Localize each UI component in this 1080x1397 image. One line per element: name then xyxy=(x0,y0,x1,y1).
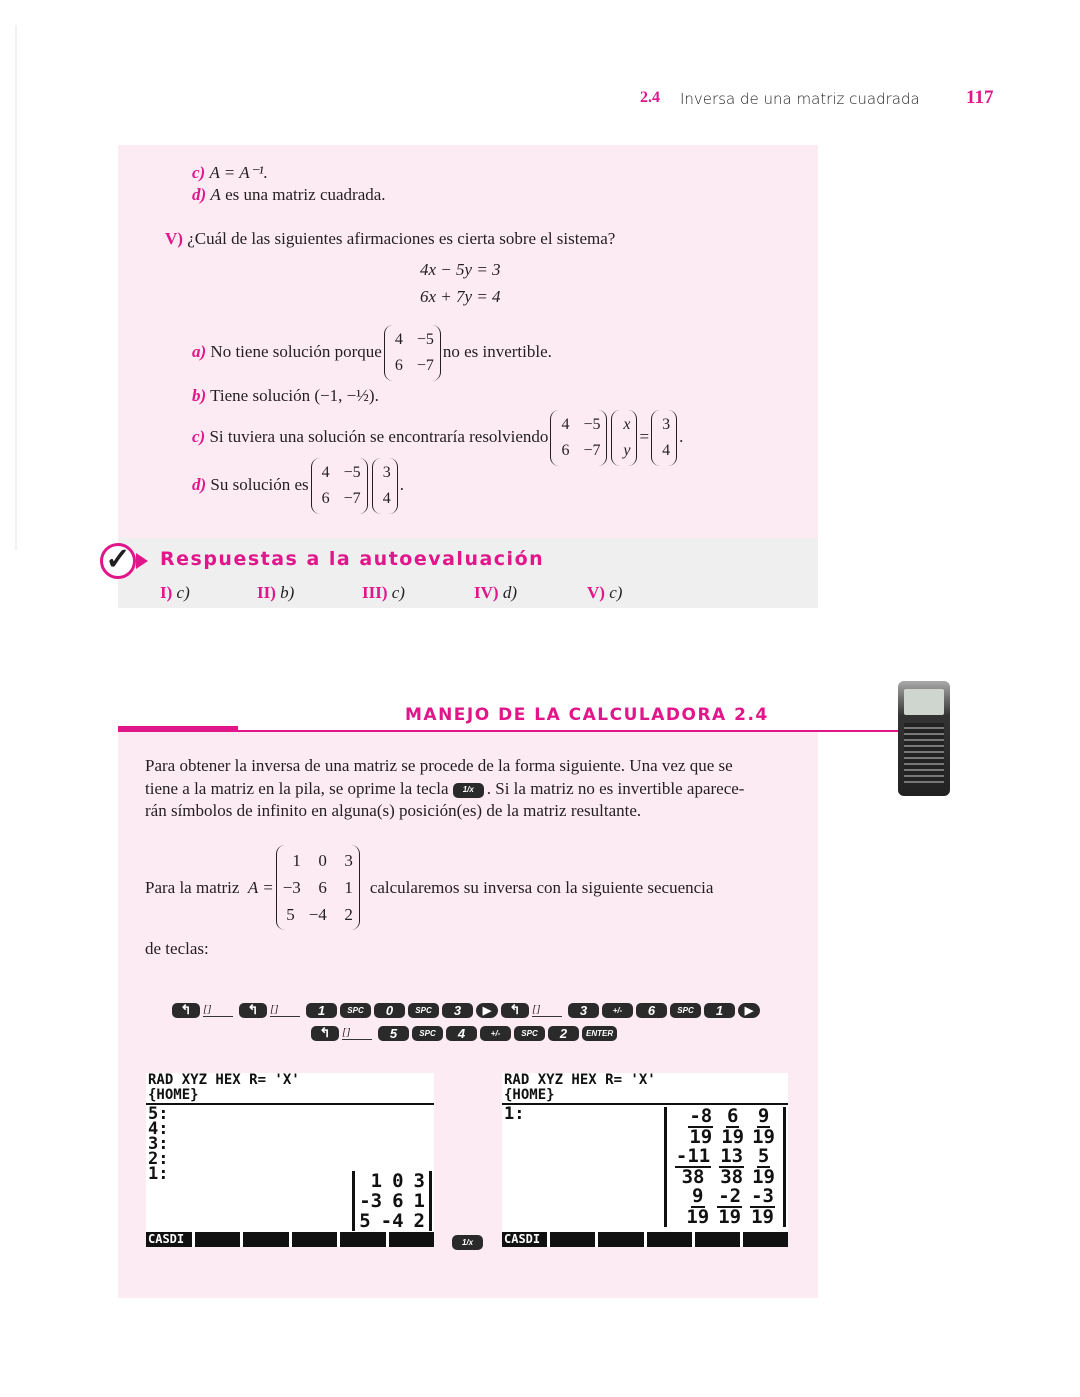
key-1[interactable]: 1 xyxy=(306,1003,337,1018)
matrix-row xyxy=(671,1187,779,1227)
period: . xyxy=(679,426,684,446)
matrix-row xyxy=(391,353,434,379)
matrix xyxy=(550,410,607,466)
matrix-bracket-label: [] xyxy=(342,1026,372,1040)
matrix-cell: −5 xyxy=(343,464,361,481)
softkey[interactable] xyxy=(292,1232,338,1247)
text: Para la matriz xyxy=(145,877,240,897)
matrix-cell: −4 xyxy=(308,905,327,924)
answer-value: d) xyxy=(502,583,517,602)
denominator: 38 xyxy=(681,1166,705,1188)
paragraph-line: Para obtener la inversa de una matriz se procede de la forma siguiente. Una vez que se xyxy=(145,756,733,775)
key-2[interactable]: 2 xyxy=(548,1026,579,1041)
page-number: 117 xyxy=(966,87,994,108)
softkey[interactable] xyxy=(743,1232,788,1247)
key-5[interactable]: 5 xyxy=(378,1026,409,1041)
option-d xyxy=(192,458,404,514)
matrix-cell: -3 xyxy=(359,1190,383,1212)
answer-2 xyxy=(257,583,294,603)
matrix-cell: 1 xyxy=(292,851,301,870)
matrix-cell: 1 xyxy=(370,1170,383,1192)
matrix-row xyxy=(618,438,630,464)
left-shift-key[interactable]: ↰ xyxy=(172,1003,200,1018)
matrix-cell: 6 xyxy=(561,442,570,459)
answer-value: c) xyxy=(176,583,190,602)
matrix-cell: 0 xyxy=(318,851,327,870)
key-spc[interactable]: SPC xyxy=(340,1003,371,1018)
matrix-cell: 2 xyxy=(413,1210,425,1232)
section-number: 2.4 xyxy=(640,89,660,106)
matrix-cell: 6 xyxy=(321,490,330,507)
option-label: c) xyxy=(192,163,206,182)
period: . xyxy=(399,474,404,494)
softkey[interactable] xyxy=(243,1232,289,1247)
answer-label: IV) xyxy=(474,583,499,602)
vector xyxy=(372,458,398,514)
matrix-cell: −7 xyxy=(343,490,361,507)
option-c-q4 xyxy=(192,162,268,184)
stack-level: 5: xyxy=(148,1104,169,1124)
numerator: 9 xyxy=(757,1105,770,1127)
option-label: a) xyxy=(192,341,207,361)
option-label: d) xyxy=(192,185,207,204)
matrix-cell: 3 xyxy=(662,416,671,433)
paragraph-line xyxy=(145,778,744,800)
left-shift-key[interactable]: ↰ xyxy=(311,1026,339,1041)
option-a xyxy=(192,325,552,381)
calculator-section-title: MANEJO DE LA CALCULADORA 2.4 xyxy=(405,705,769,725)
matrix-bracket-label: [] xyxy=(270,1003,300,1017)
question-text: ¿Cuál de las siguientes afirmaciones es cierta sobre el sistema? xyxy=(187,229,616,248)
calculator-screen xyxy=(904,689,944,715)
matrix-cell: −5 xyxy=(583,416,601,433)
key-[interactable]: +/- xyxy=(480,1026,511,1041)
question-label: V) xyxy=(165,229,183,248)
page-edge-line xyxy=(15,25,17,550)
stack-level: 3: xyxy=(148,1134,169,1154)
answer-1 xyxy=(160,583,190,603)
question-5 xyxy=(165,228,615,250)
matrix xyxy=(384,325,441,381)
stack-level: 2: xyxy=(148,1149,169,1169)
text: calcularemos su inversa con la siguiente secuencia xyxy=(369,877,714,897)
title-rule-accent xyxy=(118,726,238,731)
matrix-cell: 5 xyxy=(286,905,295,924)
key-0[interactable]: 0 xyxy=(374,1003,405,1018)
matrix-cell: −5 xyxy=(416,331,434,348)
softkey[interactable] xyxy=(195,1232,241,1247)
key-6[interactable]: 6 xyxy=(636,1003,667,1018)
key-spc[interactable]: SPC xyxy=(670,1003,701,1018)
key-enter[interactable]: ENTER xyxy=(582,1026,617,1041)
matrix-cell: 4 xyxy=(561,416,570,433)
answer-value: c) xyxy=(391,583,405,602)
calculator-keypad xyxy=(904,723,944,783)
option-text: es una matriz cuadrada. xyxy=(220,185,386,204)
numerator: 13 xyxy=(720,1145,744,1167)
option-text: No tiene solución porque xyxy=(210,341,382,361)
matrix-cell: -4 xyxy=(380,1210,404,1232)
matrix-cell: 1 xyxy=(413,1190,425,1212)
matrix-row xyxy=(379,486,391,512)
key-sequence-row-1 xyxy=(172,1001,763,1019)
softkey[interactable] xyxy=(647,1232,692,1247)
numerator: -8 xyxy=(689,1105,713,1127)
matrix-row xyxy=(379,460,391,486)
key-sequence-row-2 xyxy=(311,1024,620,1042)
matrix-cell: 0 xyxy=(392,1170,404,1192)
answer-label: III) xyxy=(362,583,388,602)
matrix-bracket-label: [] xyxy=(532,1003,562,1017)
stack-level: 1: xyxy=(504,1104,525,1124)
softkey-casdi[interactable]: CASDI xyxy=(146,1232,192,1247)
answer-label: I) xyxy=(160,583,173,602)
answer-label: V) xyxy=(587,583,605,602)
matrix-row xyxy=(283,847,353,874)
option-text: Tiene solución (−1, −½). xyxy=(210,386,379,405)
calculator-screen-before xyxy=(146,1073,434,1247)
denominator: 19 xyxy=(751,1206,774,1228)
matrix-cell: 6 xyxy=(394,357,403,374)
directory: {HOME} xyxy=(148,1087,199,1103)
answer-3 xyxy=(362,583,405,603)
matrix-cell: y xyxy=(623,442,631,459)
answer-value: c) xyxy=(609,583,623,602)
matrix-row xyxy=(318,486,361,512)
matrix-cell: 6 xyxy=(318,878,327,897)
softkey-bar xyxy=(502,1232,788,1247)
section-title: Inversa de una matriz cuadrada xyxy=(680,90,920,108)
answer-4 xyxy=(474,583,517,603)
softkey[interactable] xyxy=(550,1232,595,1247)
denominator: 19 xyxy=(721,1126,745,1148)
numerator: -2 xyxy=(718,1185,742,1207)
matrix-row xyxy=(318,460,361,486)
matrix-bracket-label: [] xyxy=(203,1003,233,1017)
stack-level: 4: xyxy=(148,1119,169,1139)
key-3[interactable]: 3 xyxy=(568,1003,599,1018)
vector-xy xyxy=(611,410,637,466)
directory: {HOME} xyxy=(504,1087,555,1103)
option-b xyxy=(192,385,379,407)
fraction xyxy=(719,1147,744,1187)
answers-title: Respuestas a la autoevaluación xyxy=(160,548,545,570)
softkey[interactable] xyxy=(389,1232,435,1247)
option-text: no es invertible. xyxy=(442,341,552,361)
denominator: 38 xyxy=(720,1166,744,1188)
option-text: Si tuviera una solución se encontraría resolviendo xyxy=(209,426,549,446)
softkey-casdi[interactable]: CASDI xyxy=(502,1232,547,1247)
matrix-cell: −7 xyxy=(583,442,601,459)
key-4[interactable]: 4 xyxy=(446,1026,477,1041)
matrix-row xyxy=(658,438,670,464)
checkmark-icon: ✓ xyxy=(100,543,136,579)
matrix-cell: −3 xyxy=(282,878,301,897)
matrix-cell: 4 xyxy=(321,464,330,481)
option-label: b) xyxy=(192,386,207,405)
softkey-bar xyxy=(146,1232,434,1247)
matrix-row xyxy=(618,412,630,438)
matrix-row xyxy=(391,327,434,353)
equals: = xyxy=(639,426,650,446)
matrix-cell: 6 xyxy=(392,1190,404,1212)
matrix-row xyxy=(557,412,600,438)
matrix-cell: 4 xyxy=(662,442,671,459)
matrix xyxy=(311,458,368,514)
matrix-row xyxy=(557,438,600,464)
matrix-cell: x xyxy=(623,416,631,433)
matrix-cell: 2 xyxy=(344,905,353,924)
var: A = xyxy=(247,877,274,897)
matrix-row xyxy=(359,1211,425,1231)
inverse-key: 1/x xyxy=(453,783,484,798)
matrix-row xyxy=(658,412,670,438)
option-text: Su solución es xyxy=(210,474,309,494)
status-line: RAD XYZ HEX R= 'X' xyxy=(504,1072,656,1088)
matrix-cell: −7 xyxy=(416,357,434,374)
numerator: 6 xyxy=(726,1105,739,1127)
calculator-screen-after xyxy=(502,1073,788,1247)
right-arrow-key[interactable]: ▶ xyxy=(476,1003,498,1018)
denominator: 19 xyxy=(718,1206,742,1228)
matrix-cell: 4 xyxy=(382,490,391,507)
matrix-row xyxy=(283,874,353,901)
numerator: 5 xyxy=(757,1145,770,1167)
numerator: -11 xyxy=(675,1145,711,1167)
matrix-paragraph xyxy=(145,845,793,930)
softkey[interactable] xyxy=(598,1232,643,1247)
inverse-matrix xyxy=(664,1107,786,1227)
paragraph-end: de teclas: xyxy=(145,939,209,958)
fraction xyxy=(717,1187,742,1227)
matrix-cell: 1 xyxy=(344,878,353,897)
answer-label: II) xyxy=(257,583,276,602)
right-arrow-key[interactable]: ▶ xyxy=(738,1003,760,1018)
paragraph-line: rán símbolos de infinito en alguna(s) posición(es) de la matriz resultante. xyxy=(145,801,642,820)
inverse-key: 1/x xyxy=(452,1235,483,1250)
key-1[interactable]: 1 xyxy=(704,1003,735,1018)
stack-level: 1: xyxy=(148,1164,169,1184)
denominator: 19 xyxy=(752,1126,775,1148)
calculator-image xyxy=(898,681,950,796)
fraction xyxy=(675,1147,711,1187)
matrix-row xyxy=(283,901,353,928)
fraction xyxy=(752,1107,775,1147)
matrix-row xyxy=(671,1107,779,1147)
arrow-icon xyxy=(136,553,148,569)
softkey[interactable] xyxy=(340,1232,386,1247)
matrix-cell: 5 xyxy=(359,1210,371,1232)
denominator: 19 xyxy=(686,1206,710,1228)
key-spc[interactable]: SPC xyxy=(408,1003,439,1018)
matrix-cell: 3 xyxy=(413,1170,425,1192)
fraction xyxy=(750,1187,775,1227)
option-text: A = A⁻¹. xyxy=(209,163,268,182)
var: A xyxy=(210,185,221,204)
left-shift-key[interactable]: ↰ xyxy=(501,1003,529,1018)
key-spc[interactable]: SPC xyxy=(412,1026,443,1041)
answer-5 xyxy=(587,583,622,603)
fraction xyxy=(752,1147,775,1187)
option-label: d) xyxy=(192,474,207,494)
key-[interactable]: +/- xyxy=(602,1003,633,1018)
matrix-a xyxy=(276,845,360,930)
denominator: 19 xyxy=(752,1166,775,1188)
vector-rhs xyxy=(651,410,677,466)
fraction xyxy=(688,1107,713,1147)
fraction xyxy=(686,1187,709,1227)
numerator: -3 xyxy=(751,1185,774,1207)
key-spc[interactable]: SPC xyxy=(514,1026,545,1041)
softkey[interactable] xyxy=(695,1232,740,1247)
denominator: 19 xyxy=(689,1126,713,1148)
left-shift-key[interactable]: ↰ xyxy=(239,1003,267,1018)
key-3[interactable]: 3 xyxy=(442,1003,473,1018)
text: tiene a la matriz en la pila, se oprime la tecla xyxy=(145,779,449,798)
equation-2: 6x + 7y = 4 xyxy=(420,287,501,306)
matrix-cell: 3 xyxy=(382,464,391,481)
answer-value: b) xyxy=(280,583,295,602)
matrix-cell: 4 xyxy=(394,331,403,348)
option-label: c) xyxy=(192,426,206,446)
status-line: RAD XYZ HEX R= 'X' xyxy=(148,1072,300,1088)
option-d-q4 xyxy=(192,184,386,206)
matrix-row xyxy=(359,1191,425,1211)
matrix-cell: 3 xyxy=(344,851,353,870)
text: . Si la matriz no es invertible aparece- xyxy=(486,779,745,798)
fraction xyxy=(721,1107,744,1147)
matrix-row xyxy=(671,1147,779,1187)
numerator: 9 xyxy=(692,1185,704,1207)
matrix-row xyxy=(359,1171,425,1191)
stack-matrix xyxy=(352,1171,432,1231)
equation-1: 4x − 5y = 3 xyxy=(420,260,501,279)
